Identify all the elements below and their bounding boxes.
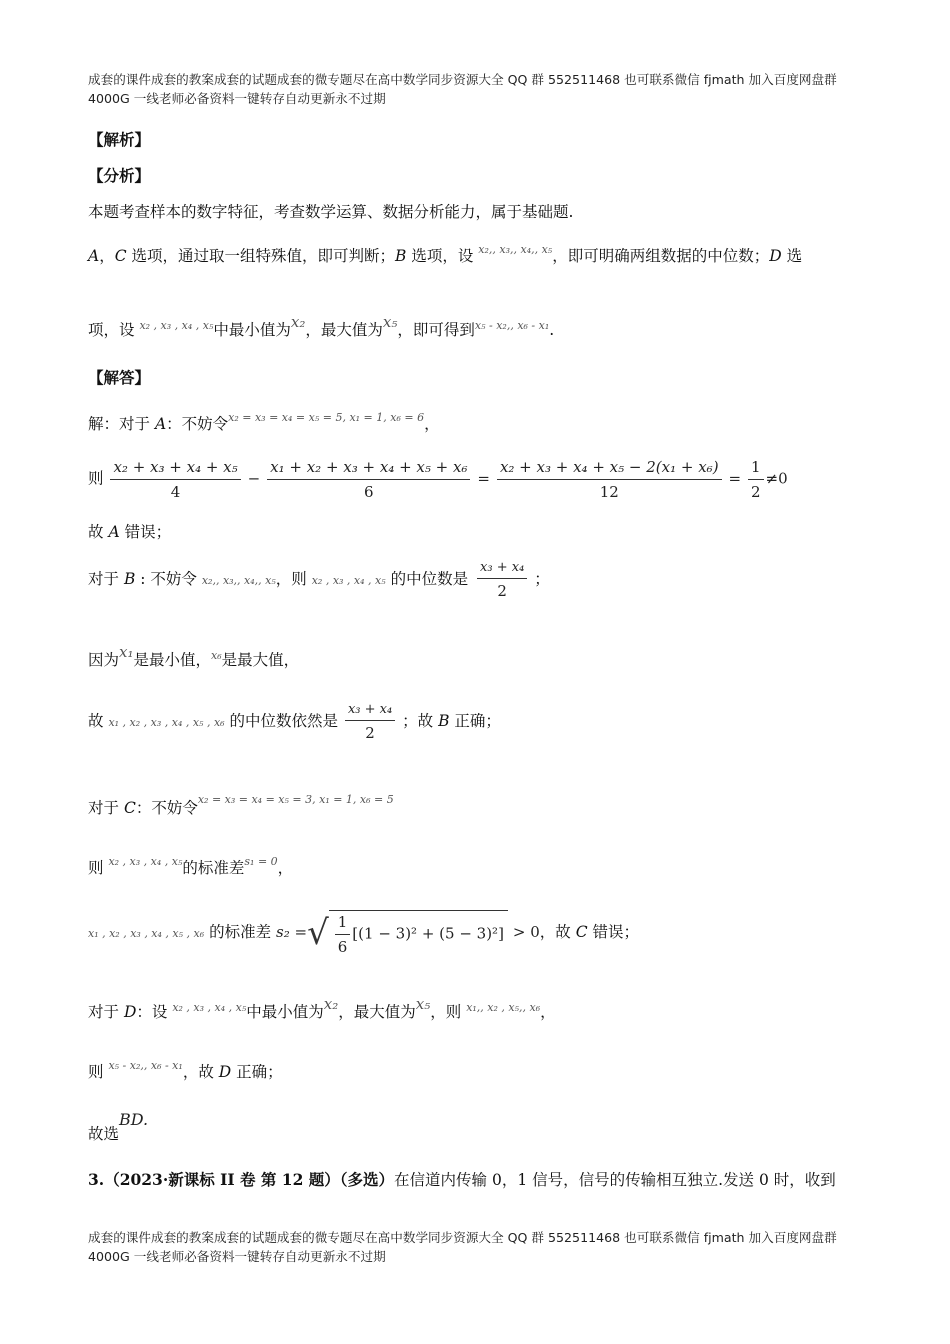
text: ，最大值为 [305,321,383,339]
text: 中最小值为 [213,321,291,339]
operator: > 0 [512,923,540,941]
text: 选项，设 [406,247,479,265]
question-number: 3. [88,1170,105,1189]
math-expr: x₁ [119,643,134,661]
fraction [335,913,351,956]
sqrt-body [329,910,508,956]
text: 错误； [119,523,172,541]
math-expr: x₁,, x₂ , x₅,, x₆ [466,1001,541,1014]
math-expr: x₂ = x₃ = x₄ = x₅ = 5, x₁ = 1, x₆ = 6 [228,411,425,424]
frac-den: 6 [364,483,374,501]
math-expr: x₂ , x₃ , x₄ , x₅ [311,574,386,587]
section-jiexi: 【解析】 [88,130,151,149]
frac-num: 1 [335,913,351,935]
text: ，故 [539,923,576,941]
option-b: B [438,712,450,730]
section-fenxi: 【分析】 [88,166,151,185]
text: 对于 [88,570,124,588]
operator: ≠0 [765,469,788,488]
text: 则 [88,859,109,877]
frac-den: 6 [337,938,348,956]
text: 的标准差 [182,859,245,877]
fraction [748,458,764,501]
solution-c3 [88,910,639,956]
text: 解：对于 [88,415,155,433]
math-expr: x₂ , x₃ , x₄ , x₅ [172,1001,247,1014]
text: 的中位数是 [385,570,469,588]
analysis-p2 [88,244,802,266]
frac-num: x₂ + x₃ + x₄ + x₅ [110,458,240,480]
solution-d1 [88,995,556,1022]
question-text: 在信道内传输 0，1 信号，信号的传输相互独立.发送 0 时，收到 [394,1171,836,1189]
solution-b1 [88,560,550,600]
option-d: D [769,247,782,265]
math-expr: x₅ [415,995,431,1013]
text: 错误； [587,923,640,941]
text: ， [277,859,294,877]
math-expr: x₅ [382,313,398,331]
text: ，即可明确两组数据的中位数； [552,247,770,265]
solution-d2 [88,1060,283,1082]
option-c: C [123,799,136,817]
math-expr: x₂,, x₃,, x₄,, x₅ [201,574,276,587]
solution-final [88,1108,149,1143]
text: . [549,321,555,339]
math-expr: x₅ - x₂,, x₆ - x₁ [108,1059,183,1072]
option-b: B [395,247,407,265]
operator: = [477,469,490,488]
frac-den: 2 [365,724,375,742]
frac-num: 1 [748,458,764,480]
text: : 不妨令 [135,570,202,588]
option-c: C [575,923,588,941]
text: 正确； [449,712,501,730]
sqrt-icon: √ [307,913,329,953]
math-expr: x₂ = x₃ = x₄ = x₅ = 3, x₁ = 1, x₆ = 5 [197,793,394,806]
math-expr: s₁ = 0 [244,855,278,868]
text: ，则 [275,570,312,588]
fraction [267,458,470,501]
solution-a-conclusion [88,520,171,542]
text: 正确； [231,1063,283,1081]
fraction [497,458,722,501]
option-b: B [123,570,136,588]
text: 选项，通过取一组特殊值，即可判断； [126,247,396,265]
analysis-p1: 本题考查样本的数字特征，考查数学运算、数据分析能力，属于基础题. [88,203,574,221]
frac-den: 2 [497,582,507,600]
solution-c1 [88,793,394,818]
text: 故 [88,523,109,541]
solution-c2 [88,856,293,878]
operator: − [247,469,261,488]
option-c: C [114,247,127,265]
question-source: （2023·新课标 II 卷 第 12 题）（多选） [104,1170,395,1189]
math-expr: x₂ , x₃ , x₄ , x₅ [108,855,183,868]
frac-den: 4 [170,483,181,501]
text: ：不妨令 [166,415,229,433]
frac-num: x₁ + x₂ + x₃ + x₄ + x₅ + x₆ [267,458,470,480]
frac-num: x₃ + x₄ [477,560,527,579]
math-expr: x₆ [211,649,222,662]
text: 项，设 [88,321,140,339]
text: 故 [88,712,109,730]
solution-b2 [88,643,300,670]
math-expr: x₁ , x₂ , x₃ , x₄ , x₅ , x₆ [88,927,205,940]
math-expr: x₂,, x₃,, x₄,, x₅ [478,243,553,256]
math-expr: x₂ [323,995,339,1013]
math-expr: s₂ = [276,923,308,941]
text: ：不妨令 [135,799,198,817]
text: 故选 [88,1125,120,1143]
fraction [477,560,527,600]
fraction [345,702,395,742]
section-jieda: 【解答】 [88,368,151,387]
text: 则 [88,1063,109,1081]
math-expr: x₅ - x₂,, x₆ - x₁ [474,319,550,332]
solution-a1 [88,412,440,434]
option-d: D [123,1003,137,1021]
text: 因为 [88,651,120,669]
option-a: A [154,415,167,433]
text: ，则 [430,1003,467,1021]
fraction [110,458,240,501]
text: 中最小值为 [246,1003,324,1021]
question-3 [88,1168,836,1190]
text: ：设 [136,1003,173,1021]
comma: ， [99,247,115,265]
page-header: 成套的课件成套的教案成套的试题成套的微专题尽在高中数学同步资源大全 QQ 群 552511468 也可联系微信 fjmath 加入百度网盘群 4000G 一线老师必备资料一键转存自动更新永不过期 [88,72,837,106]
text: 对于 [88,799,124,817]
text: 则 [88,469,104,488]
text: ， [424,415,440,433]
option-d: D [218,1063,232,1081]
math-expr: x₂ , x₃ , x₄ , x₅ [139,319,214,332]
text: 对于 [88,1003,124,1021]
text: 是最小值， [133,651,212,669]
option-a: A [88,247,100,265]
frac-den: 12 [599,483,619,501]
math-expr: [(1 − 3)² + (5 − 3)²] [352,924,504,943]
text: ，故 [182,1063,219,1081]
text: ； [534,570,550,588]
text: ，即可得到 [397,321,475,339]
math-expr: x₁ , x₂ , x₃ , x₄ , x₅ , x₆ [108,716,225,729]
text: 选 [781,247,803,265]
answer: BD. [119,1110,149,1129]
text: 的标准差 [204,923,272,941]
frac-den: 2 [751,483,761,501]
solution-b3 [88,702,501,742]
text: ；故 [402,712,439,730]
text: ，最大值为 [338,1003,416,1021]
option-a: A [108,523,120,541]
text: ， [540,1003,556,1021]
operator: = [728,469,742,488]
page-footer: 成套的课件成套的教案成套的试题成套的微专题尽在高中数学同步资源大全 QQ 群 552511468 也可联系微信 fjmath 加入百度网盘群 4000G 一线老师必备资料一键转存自动更新永不过期 [88,1230,837,1264]
text: 的中位数依然是 [224,712,339,730]
text: 是最大值， [221,651,300,669]
frac-num: x₃ + x₄ [345,702,395,721]
analysis-p3 [88,313,555,340]
math-expr: x₂ [290,313,306,331]
solution-equation [88,458,788,501]
frac-num: x₂ + x₃ + x₄ + x₅ − 2(x₁ + x₆) [497,458,722,480]
